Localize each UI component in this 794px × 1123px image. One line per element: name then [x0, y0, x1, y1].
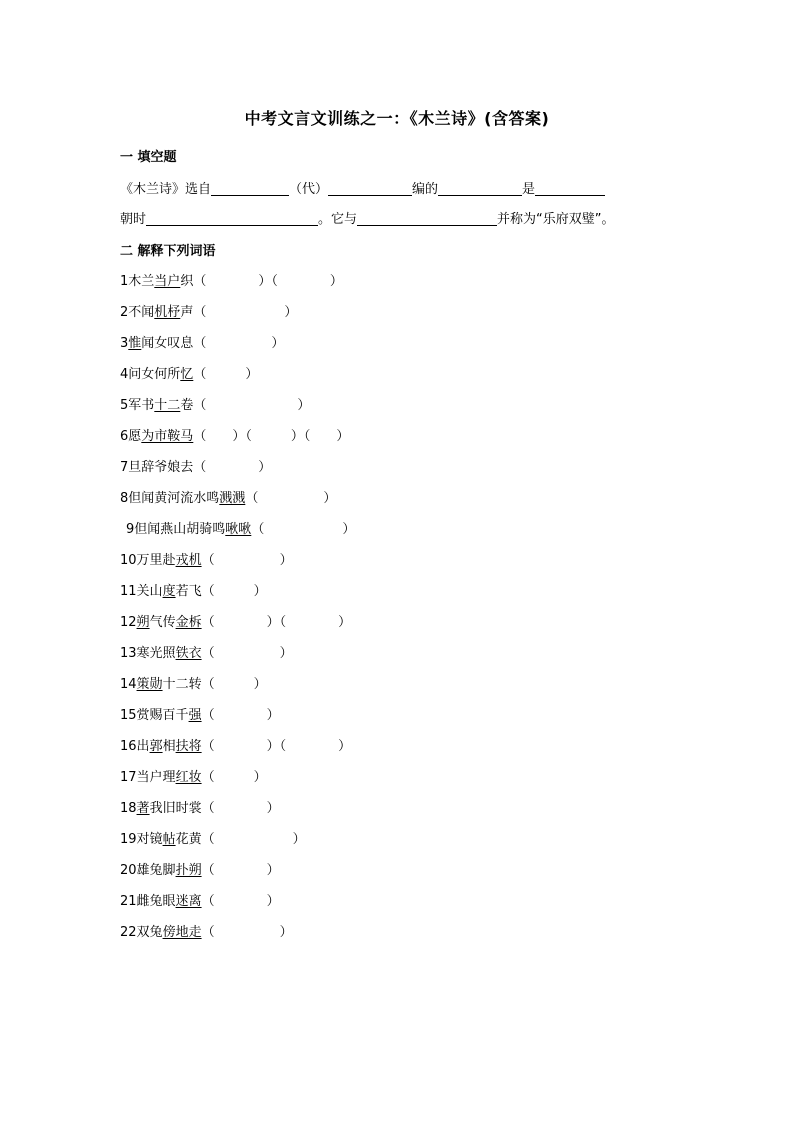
- vocab-item: [120, 363, 258, 382]
- vocab-underlined-word: 戎机: [175, 553, 202, 568]
- vocab-number: 8: [120, 491, 129, 506]
- vocab-number: 20: [120, 863, 137, 878]
- vocab-number: 7: [120, 460, 129, 475]
- vocab-item: [120, 797, 280, 816]
- vocab-underlined-word: 机杼: [154, 305, 181, 320]
- vocab-text: 但闻燕山胡骑鸣: [134, 522, 226, 537]
- vocab-text: 声: [180, 305, 194, 320]
- vocab-text: 花黄: [175, 832, 202, 847]
- vocab-text: 若飞: [175, 584, 202, 599]
- vocab-underlined-word: 强: [188, 708, 202, 723]
- vocab-text: 当户理: [136, 770, 176, 785]
- vocab-underlined-word: 傍地走: [162, 925, 202, 940]
- fill-blank-line-2: [120, 208, 615, 227]
- vocab-item: [120, 549, 293, 568]
- vocab-item: [120, 735, 351, 754]
- answer-parentheses: （ ）: [193, 367, 259, 382]
- vocab-item: [120, 921, 293, 940]
- vocab-text: 相: [162, 739, 176, 754]
- answer-parentheses: （ ）: [201, 646, 293, 661]
- vocab-underlined-word: 帖: [162, 832, 176, 847]
- vocab-number: 10: [120, 553, 137, 568]
- vocab-text: 问女何所: [128, 367, 181, 382]
- vocab-text: 寒光照: [136, 646, 176, 661]
- answer-parentheses: （ ）: [251, 522, 356, 537]
- vocab-text: 双兔: [136, 925, 163, 940]
- answer-parentheses: （ ）: [193, 398, 311, 413]
- vocab-text: 赏赐百千: [136, 708, 189, 723]
- vocab-number: 19: [120, 832, 137, 847]
- vocab-text: 织: [180, 274, 194, 289]
- vocab-number: 13: [120, 646, 137, 661]
- vocab-text: 军书: [128, 398, 155, 413]
- fill-blank-line-1: [120, 178, 605, 197]
- answer-parentheses: （ ）: [201, 708, 280, 723]
- answer-parentheses: （ ）: [201, 553, 293, 568]
- vocab-text: 万里赴: [136, 553, 176, 568]
- vocab-item: [120, 859, 280, 878]
- vocab-item: [120, 611, 351, 630]
- vocab-text: 愿: [128, 429, 142, 444]
- vocab-underlined-word: 迷离: [175, 894, 202, 909]
- vocab-number: 17: [120, 770, 137, 785]
- vocab-text: 但闻黄河流水鸣: [128, 491, 220, 506]
- vocab-item: [120, 487, 336, 506]
- answer-parentheses: （ ）: [201, 677, 267, 692]
- answer-parentheses: （ ）: [201, 894, 280, 909]
- vocab-number: 15: [120, 708, 137, 723]
- vocab-number: 22: [120, 925, 137, 940]
- vocab-number: 21: [120, 894, 137, 909]
- vocab-text: 出: [136, 739, 150, 754]
- answer-parentheses: （ ）: [193, 305, 298, 320]
- vocab-number: 12: [120, 615, 137, 630]
- vocab-text: 不闻: [128, 305, 155, 320]
- answer-parentheses: （ ）（ ）（ ）: [193, 429, 350, 444]
- line1-text-4: 是: [522, 182, 536, 197]
- vocab-underlined-word: 扑朔: [175, 863, 202, 878]
- vocab-underlined-word: 溅溅: [219, 491, 246, 506]
- answer-parentheses: （ ）: [193, 336, 285, 351]
- blank-dynasty: [535, 181, 605, 196]
- vocab-underlined-word: 度: [162, 584, 176, 599]
- line1-text-2: （代）: [289, 182, 329, 197]
- line1-text-1: 《木兰诗》选自: [120, 182, 212, 197]
- vocab-text: 木兰: [128, 274, 155, 289]
- vocab-text: 雄兔脚: [136, 863, 176, 878]
- line2-text-3: 并称为“乐府双璧”。: [497, 212, 615, 227]
- vocab-text: 雌兔眼: [136, 894, 176, 909]
- vocab-underlined-word: 啾啾: [225, 522, 252, 537]
- section-heading-vocabulary: 二 解释下列词语: [120, 244, 216, 259]
- vocab-underlined-word: 红妆: [175, 770, 202, 785]
- vocab-underlined-word: 忆: [180, 367, 194, 382]
- vocab-underlined-word: 惟: [128, 336, 142, 351]
- vocab-underlined-word: 扶将: [175, 739, 202, 754]
- vocab-item: [120, 766, 267, 785]
- vocab-number: 18: [120, 801, 137, 816]
- vocab-item: [126, 518, 355, 537]
- answer-parentheses: （ ）（ ）: [201, 615, 352, 630]
- line2-text-2: 。它与: [318, 212, 358, 227]
- vocab-item: [120, 301, 297, 320]
- vocab-number: 3: [120, 336, 129, 351]
- vocab-item: [120, 394, 310, 413]
- vocab-text: 旦辞爷娘去: [128, 460, 194, 475]
- blank-period: [146, 211, 318, 226]
- answer-parentheses: （ ）: [201, 863, 280, 878]
- blank-editor: [328, 181, 412, 196]
- answer-parentheses: （ ）: [201, 925, 293, 940]
- vocab-item: [120, 828, 306, 847]
- answer-parentheses: （ ）（ ）: [193, 274, 343, 289]
- answer-parentheses: （ ）: [245, 491, 337, 506]
- vocab-underlined-word: 朔: [136, 615, 150, 630]
- blank-book: [438, 181, 522, 196]
- vocab-item: [120, 704, 280, 723]
- line1-text-3: 编的: [412, 182, 439, 197]
- answer-parentheses: （ ）: [201, 801, 280, 816]
- answer-parentheses: （ ）: [201, 770, 267, 785]
- vocab-number: 14: [120, 677, 137, 692]
- answer-parentheses: （ ）: [201, 832, 306, 847]
- vocab-underlined-word: 铁衣: [175, 646, 202, 661]
- vocab-text: 关山: [136, 584, 163, 599]
- vocab-underlined-word: 著: [136, 801, 150, 816]
- vocab-underlined-word: 为市鞍马: [141, 429, 194, 444]
- vocab-number: 9: [126, 522, 135, 537]
- vocab-number: 5: [120, 398, 129, 413]
- answer-parentheses: （ ）: [193, 460, 272, 475]
- vocab-item: [120, 270, 343, 289]
- vocab-number: 4: [120, 367, 129, 382]
- vocab-text: 闻女叹息: [141, 336, 194, 351]
- vocab-number: 1: [120, 274, 129, 289]
- vocab-item: [120, 425, 349, 444]
- vocab-number: 2: [120, 305, 129, 320]
- answer-parentheses: （ ）（ ）: [201, 739, 352, 754]
- section-heading-fill-blanks: 一 填空题: [120, 150, 177, 165]
- vocab-item: [120, 332, 284, 351]
- vocab-item: [120, 580, 267, 599]
- vocab-text: 卷: [180, 398, 194, 413]
- blank-paired-work: [357, 211, 497, 226]
- vocab-underlined-word: 策勋: [136, 677, 163, 692]
- vocab-number: 11: [120, 584, 137, 599]
- vocab-text: 对镜: [136, 832, 163, 847]
- vocab-underlined-word: 当户: [154, 274, 181, 289]
- vocab-number: 6: [120, 429, 129, 444]
- vocab-item: [120, 890, 280, 909]
- vocab-underlined-word: 十二: [154, 398, 181, 413]
- blank-source: [211, 181, 289, 196]
- vocab-underlined-word: 金柝: [175, 615, 202, 630]
- answer-parentheses: （ ）: [201, 584, 267, 599]
- vocab-number: 16: [120, 739, 137, 754]
- vocab-text: 气传: [149, 615, 176, 630]
- vocab-text: 我旧时裳: [149, 801, 202, 816]
- vocab-text: 十二转: [162, 677, 202, 692]
- document-title: 中考文言文训练之一：《木兰诗》(含答案): [244, 109, 550, 128]
- vocab-item: [120, 673, 267, 692]
- vocab-item: [120, 456, 271, 475]
- vocab-underlined-word: 郭: [149, 739, 163, 754]
- vocab-item: [120, 642, 293, 661]
- line2-text-1: 朝时: [120, 212, 147, 227]
